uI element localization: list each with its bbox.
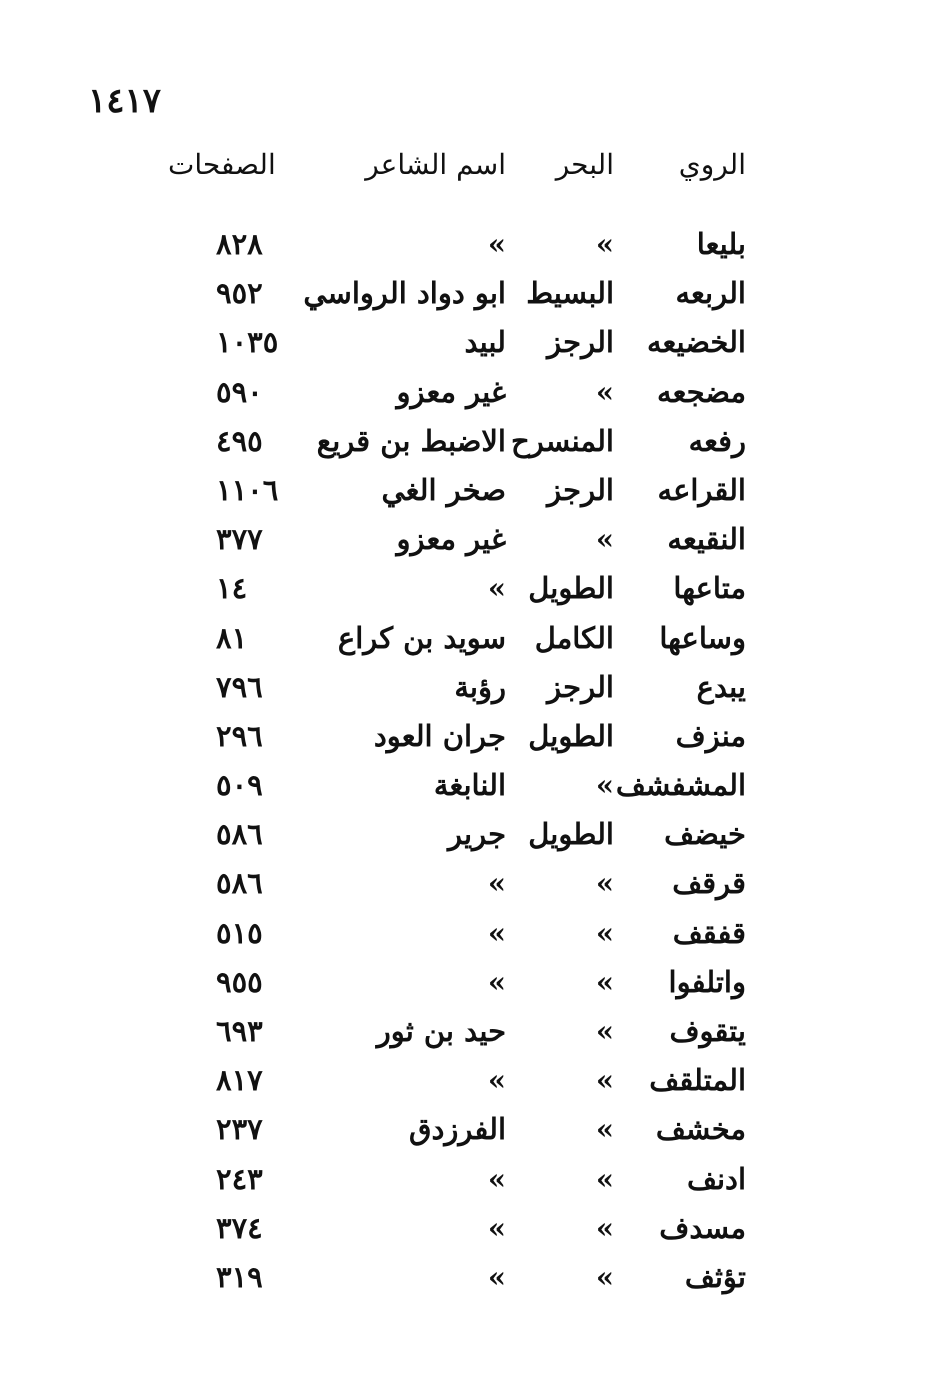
rhyme-cell: يتقوف — [669, 1014, 746, 1048]
poet-cell: صخر الغي — [381, 472, 506, 507]
rhyme-cell: مخشف — [655, 1112, 746, 1147]
meter-cell: الرجز — [547, 669, 614, 704]
meter-cell: الرجز — [547, 472, 614, 507]
meter-cell: » — [595, 768, 614, 803]
table-row — [150, 1155, 750, 1204]
meter-cell: » — [595, 1161, 614, 1196]
meter-cell: » — [595, 1014, 614, 1048]
table-row — [150, 909, 750, 958]
rhyme-cell: مسدف — [659, 1210, 746, 1245]
rhyme-cell: ادنف — [686, 1161, 746, 1196]
poet-cell: النابغة — [433, 768, 506, 803]
rhyme-cell: بليعا — [696, 227, 746, 261]
rhyme-cell: يبدع — [696, 669, 746, 704]
pages-cell: ٧٩٦ — [216, 669, 263, 704]
table-row — [150, 761, 750, 810]
poet-cell: » — [487, 1063, 506, 1098]
poet-cell: حيد بن ثور — [376, 1014, 506, 1048]
pages-cell: ٥١٥ — [216, 915, 263, 950]
meter-cell: الطويل — [528, 817, 614, 852]
pages-cell: ٦٩٣ — [216, 1014, 263, 1048]
poet-cell: » — [487, 964, 506, 999]
header-pages: الصفحات — [168, 148, 276, 181]
header-meter: البحر — [555, 148, 614, 181]
pages-cell: ٥٨٦ — [216, 866, 263, 901]
table-row — [150, 1204, 750, 1253]
meter-cell: » — [595, 1210, 614, 1245]
meter-cell: الرجز — [547, 325, 614, 360]
pages-cell: ٥٩٠ — [216, 374, 263, 409]
rhyme-cell: النقيعه — [667, 522, 746, 557]
poet-cell: غير معزو — [396, 374, 506, 409]
pages-cell: ٥٨٦ — [216, 817, 263, 852]
meter-cell: المنسرح — [510, 423, 614, 458]
pages-cell: ٩٥٥ — [216, 964, 263, 999]
meter-cell: الطويل — [528, 571, 614, 606]
pages-cell: ١٤ — [216, 571, 248, 606]
poet-cell: » — [487, 571, 506, 606]
rhyme-cell: تؤثف — [684, 1259, 746, 1294]
meter-cell: » — [595, 1063, 614, 1098]
meter-cell: » — [595, 1259, 614, 1294]
poet-cell: » — [487, 1161, 506, 1196]
rhyme-cell: مضجعه — [657, 374, 746, 409]
table-header-row — [150, 140, 750, 206]
header-poet: اسم الشاعر — [365, 148, 506, 181]
poet-cell: » — [487, 915, 506, 950]
table-body — [150, 220, 750, 1302]
table-row — [150, 810, 750, 859]
pages-cell: ٣٧٤ — [216, 1210, 263, 1245]
table-row — [150, 318, 750, 367]
poet-cell: جران العود — [373, 718, 506, 753]
poet-cell: لبيد — [464, 325, 506, 360]
rhyme-cell: خيضف — [664, 817, 746, 852]
table-row — [150, 614, 750, 663]
rhyme-cell: القراعه — [657, 472, 746, 507]
rhyme-cell: الربعه — [675, 276, 746, 311]
pages-cell: ٢٤٣ — [216, 1161, 263, 1196]
pages-cell: ٢٣٧ — [216, 1112, 263, 1147]
meter-cell: الكامل — [534, 620, 614, 655]
pages-cell: ٨١ — [216, 620, 248, 655]
meter-cell: البسيط — [526, 276, 614, 311]
poet-cell: جرير — [448, 817, 506, 852]
poet-cell: » — [487, 866, 506, 901]
meter-cell: » — [595, 915, 614, 950]
rhyme-cell: قرقف — [672, 866, 746, 901]
table-row — [150, 1056, 750, 1105]
pages-cell: ٣١٩ — [216, 1259, 263, 1294]
pages-cell: ٣٧٧ — [216, 522, 263, 557]
poet-cell: الاضبط بن قريع — [316, 423, 506, 458]
table-row — [150, 564, 750, 613]
poet-cell: غير معزو — [396, 522, 506, 557]
table-row — [150, 220, 750, 269]
rhyme-cell: قفقف — [672, 915, 746, 950]
pages-cell: ٤٩٥ — [216, 423, 263, 458]
poet-cell: » — [487, 1210, 506, 1245]
poet-cell: الفرزدق — [409, 1112, 506, 1147]
poet-cell: » — [487, 1259, 506, 1294]
rhyme-cell: رفعه — [688, 423, 746, 458]
table-row — [150, 712, 750, 761]
meter-cell: » — [595, 964, 614, 999]
rhyme-cell: واتلفوا — [668, 964, 746, 999]
meter-cell: » — [595, 522, 614, 557]
poet-cell: رؤبة — [454, 669, 506, 704]
pages-cell: ٩٥٢ — [216, 276, 263, 311]
rhyme-cell: منزف — [675, 718, 746, 753]
table-row — [150, 859, 750, 908]
meter-cell: » — [595, 866, 614, 901]
pages-cell: ٨٢٨ — [216, 227, 263, 261]
meter-cell: » — [595, 374, 614, 409]
rhyme-index-table — [150, 140, 750, 1302]
poet-cell: ابو دواد الرواسي — [303, 276, 506, 311]
table-row — [150, 1007, 750, 1056]
table-row — [150, 958, 750, 1007]
meter-cell: » — [595, 1112, 614, 1147]
table-row — [150, 1105, 750, 1154]
pages-cell: ٢٩٦ — [216, 718, 263, 753]
table-row — [150, 269, 750, 318]
header-rhyme: الروي — [678, 148, 746, 181]
rhyme-cell: المشفشف — [615, 768, 746, 803]
pages-cell: ٨١٧ — [216, 1063, 263, 1098]
rhyme-cell: وساعها — [659, 620, 746, 655]
rhyme-cell: متاعها — [673, 571, 746, 606]
table-row — [150, 368, 750, 417]
table-row — [150, 417, 750, 466]
table-row — [150, 466, 750, 515]
rhyme-cell: المتلقف — [649, 1063, 746, 1098]
table-row — [150, 1253, 750, 1302]
table-row — [150, 515, 750, 564]
meter-cell: الطويل — [528, 718, 614, 753]
poet-cell: سويد بن كراع — [337, 620, 506, 655]
poet-cell: » — [487, 227, 506, 261]
page-number: ١٤١٧ — [88, 81, 162, 121]
pages-cell: ١١٠٦ — [216, 472, 279, 507]
meter-cell: » — [595, 227, 614, 261]
pages-cell: ١٠٣٥ — [216, 325, 279, 360]
rhyme-cell: الخضيعه — [646, 325, 746, 360]
pages-cell: ٥٠٩ — [216, 768, 263, 803]
table-row — [150, 663, 750, 712]
